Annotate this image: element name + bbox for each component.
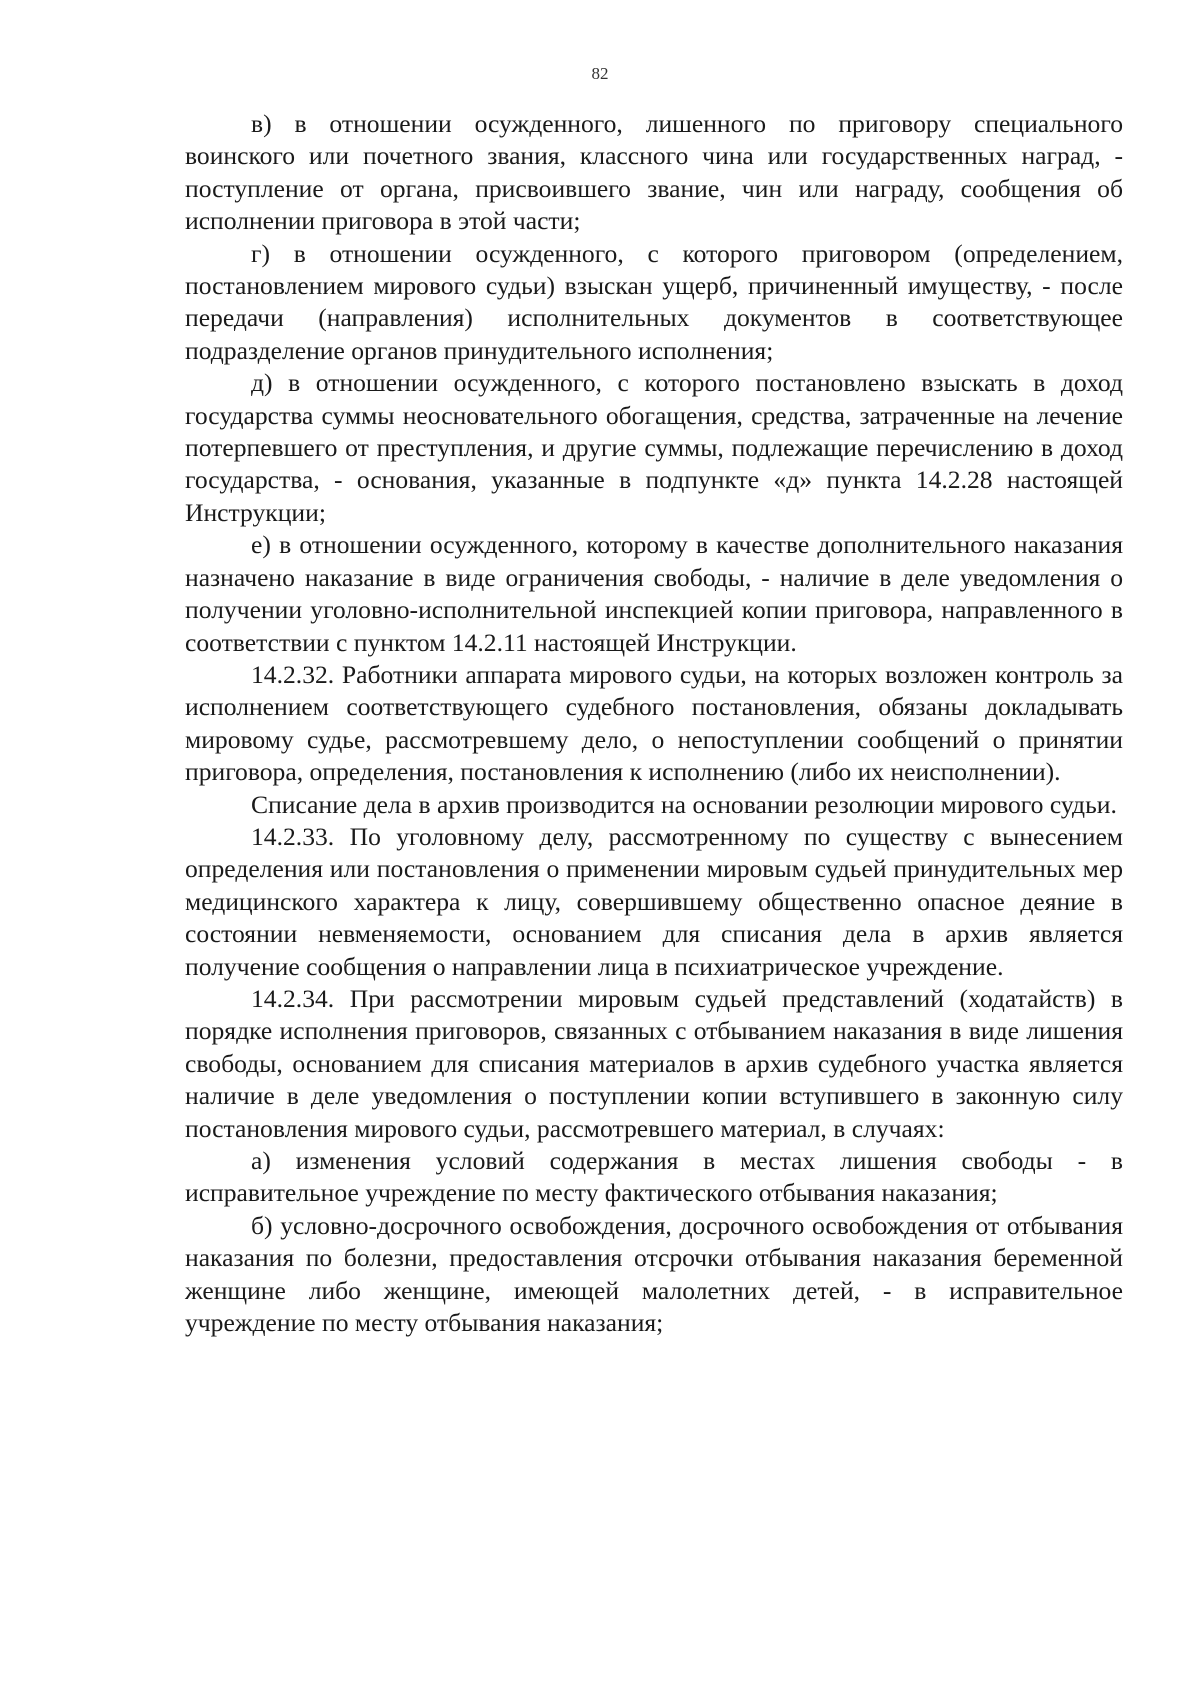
page-number: 82 — [591, 64, 609, 83]
paragraph-14-2-33: 14.2.33. По уголовному делу, рассмотренному по существу с вынесением определения или постановления о применении мировым судьей принудительных мер медицинского характера к лицу, совершившему общественно опасное деяние в состоянии невменяемости, основанием для списания дела в архив является получение сообщения о направлении лица в психиатрическое учреждение. — [185, 821, 1123, 981]
paragraph-v: в) в отношении осужденного, лишенного по приговору специального воинского или почетного звания, классного чина или государственных наград, - поступление от органа, присвоившего звание, чин или награду, сообщения об исполнении приговора в этой части; — [185, 109, 1123, 236]
paragraph-archive-writeoff: Списание дела в архив производится на основании резолюции мирового судьи. — [251, 789, 1117, 819]
paragraph-14-2-34: 14.2.34. При рассмотрении мировым судьей представлений (ходатайств) в порядке исполнения приговоров, связанных с отбыванием наказания в виде лишения свободы, основанием для списания материалов в архив судебного участка является наличие в деле уведомления о поступлении копии вступившего в законную силу постановления мирового судьи, рассмотревшего материал, в случаях: — [185, 983, 1123, 1143]
paragraph-a: а) изменения условий содержания в местах лишения свободы - в исправительное учреждение по месту фактического отбывания наказания; — [185, 1146, 1123, 1208]
document-body — [185, 108, 1123, 1339]
paragraph-14-2-32: 14.2.32. Работники аппарата мирового судьи, на которых возложен контроль за исполнением соответствующего судебного постановления, обязаны докладывать мировому судье, рассмотревшему дело, о непоступлении сообщений о принятии приговора, определения, постановления к исполнению (либо их неисполнении). — [185, 659, 1123, 787]
paragraph-g: г) в отношении осужденного, с которого приговором (определением, постановлением мирового судьи) взыскан ущерб, причиненный имуществу, - после передачи (направления) исполнительных документов в соответствующее подразделение органов принудительного исполнения; — [185, 238, 1123, 365]
paragraph-e: е) в отношении осужденного, которому в качестве дополнительного наказания назначено наказание в виде ограничения свободы, - наличие в деле уведомления о получении уголовно-исполнительной инспекцией копии приговора, направленного в соответствии с пунктом 14.2.11 настоящей Инструкции. — [185, 530, 1123, 657]
paragraph-d: д) в отношении осужденного, с которого постановлено взыскать в доход государства суммы неосновательного обогащения, средства, затраченные на лечение потерпевшего от преступления, и другие суммы, подлежащие перечислению в доход государства, - основания, указанные в подпункте «д» пункта 14.2.28 настоящей Инструкции; — [185, 368, 1123, 527]
paragraph-b: б) условно-досрочного освобождения, досрочного освобождения от отбывания наказания по болезни, предоставления отсрочки отбывания наказания беременной женщине либо женщине, имеющей малолетних детей, - в исправительное учреждение по месту отбывания наказания; — [185, 1210, 1123, 1338]
